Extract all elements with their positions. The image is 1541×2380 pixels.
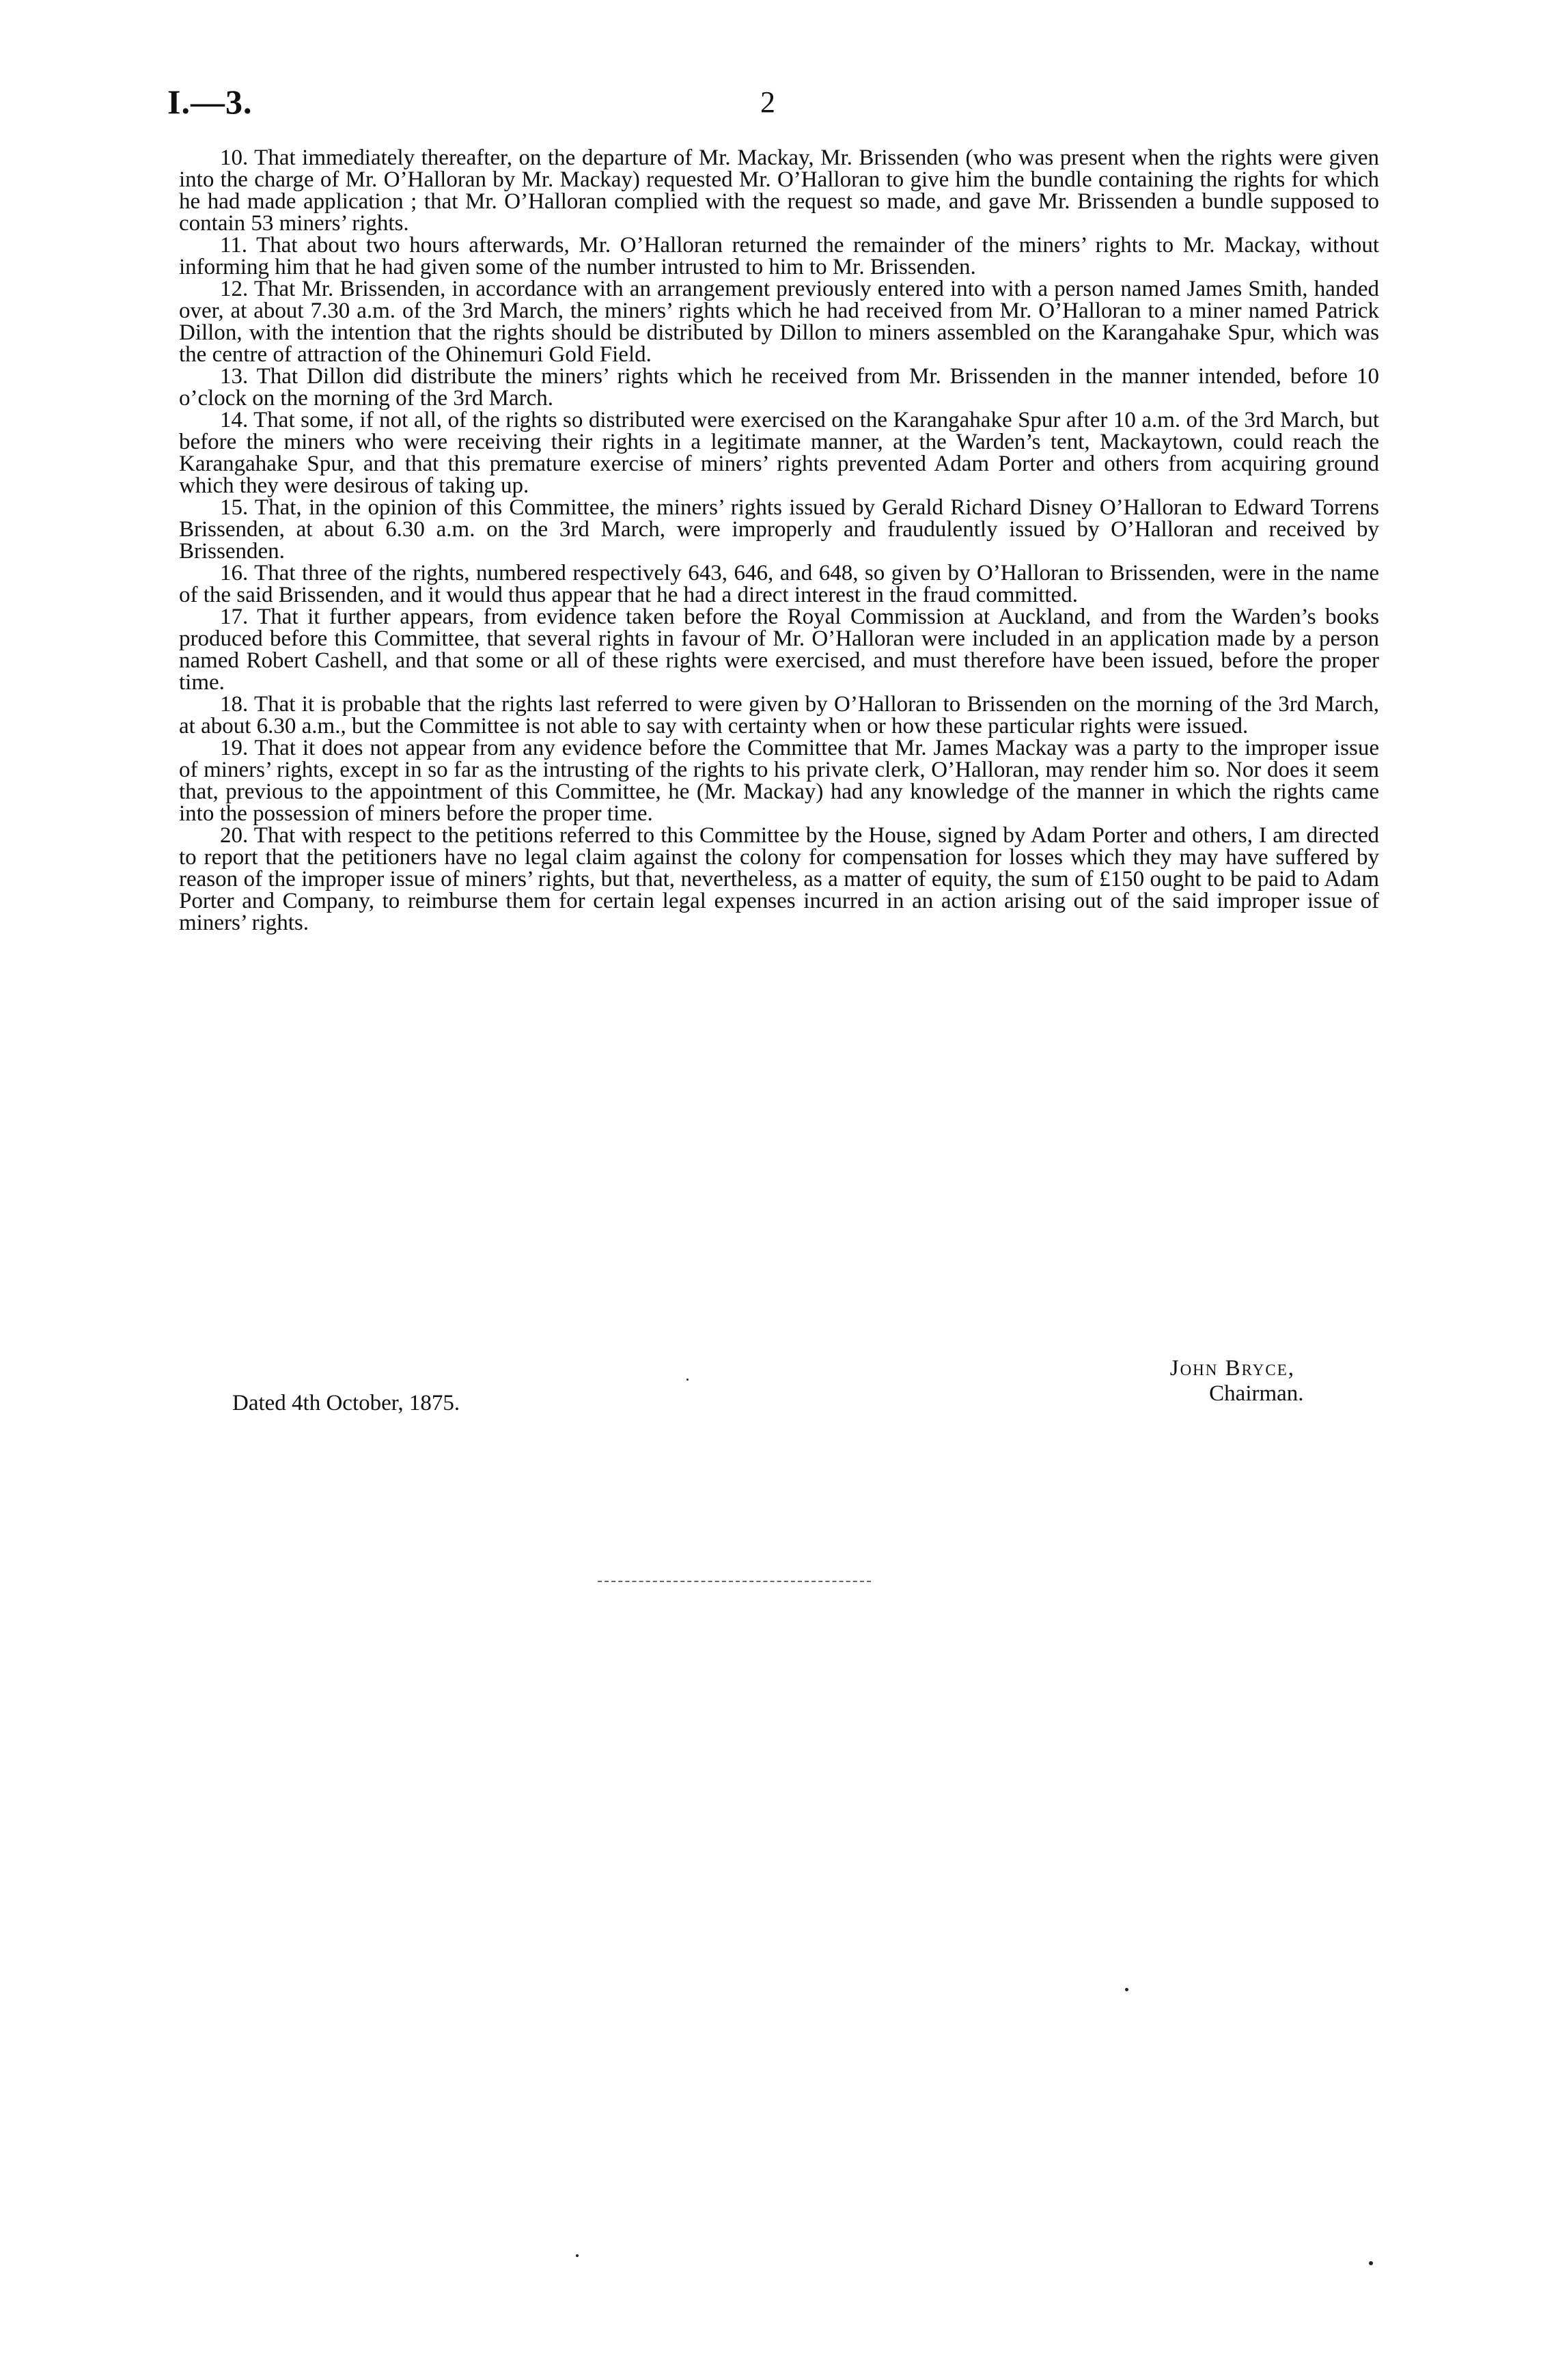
paragraph-13: 13. That Dillon did distribute the miners’ rights which he received from Mr. Brissenden in the manner intended, before 10 o’clock on the morning of the 3rd March. [179,364,1379,411]
paragraph-20: 20. That with respect to the petitions referred to this Committee by the House, signed by Adam Porter and others, I am directed to report that the petitioners have no legal claim against the colony for compensation for losses which they may have suffered by reason of the improper issue of miners’ rights, but that, nevertheless, as a matter of equity, the sum of £150 ought to be paid to Adam Porter and Company, to reimburse them for certain legal expenses incurred in an action arising out of the said improper issue of miners’ rights. [179,823,1379,935]
print-speck [1125,1988,1128,1991]
closing-rule [598,1581,871,1582]
paragraph-18: 18. That it is probable that the rights last referred to were given by O’Halloran to Brissenden on the morning of the 3rd March, at about 6.30 a.m., but the Committee is not able to say with certainty when or how these particular rights were issued. [179,692,1379,738]
report-body [179,147,1379,934]
print-speck [576,2254,579,2257]
paragraph-14: 14. That some, if not all, of the rights so distributed were exercised on the Karangahake Spur after 10 a.m. of the 3rd March, but before the miners who were receiving their rights in a legitimate manner, at the Warden’s tent, Mackaytown, could reach the Karangahake Spur, and that this premature exercise of miners’ rights prevented Adam Porter and others from acquiring ground which they were desirous of taking up. [179,408,1379,498]
paragraph-12: 12. That Mr. Brissenden, in accordance with an arrangement previously entered into with a person named James Smith, handed over, at about 7.30 a.m. of the 3rd March, the miners’ rights which he had received from Mr. O’Halloran to a miner named Patrick Dillon, with the intention that the rights should be distributed by Dillon to miners assembled on the Karangahake Spur, which was the centre of attraction of the Ohinemuri Gold Field. [179,277,1379,367]
paragraph-11: 11. That about two hours afterwards, Mr. O’Halloran returned the remainder of the miners’ rights to Mr. Mackay, without informing him that he had given some of the number intrusted to him to Mr. Brissenden. [179,233,1379,279]
paragraph-15: 15. That, in the opinion of this Committee, the miners’ rights issued by Gerald Richard Disney O’Halloran to Edward Torrens Brissenden, at about 6.30 a.m. on the 3rd March, were improperly and fraudulently issued by O’Halloran and received by Brissenden. [179,495,1379,564]
signatory-title: Chairman. [1209,1381,1304,1406]
print-speck [1369,2261,1373,2265]
paragraph-16: 16. That three of the rights, numbered respectively 643, 646, and 648, so given by O’Halloran to Brissenden, were in the name of the said Brissenden, and it would thus appear that he had a direct interest in the fraud committed. [179,561,1379,607]
date-line: Dated 4th October, 1875. [232,1391,460,1415]
paragraph-17: 17. That it further appears, from evidence taken before the Royal Commission at Auckland, and from the Warden’s books produced before this Committee, that several rights in favour of Mr. O’Halloran were included in an application made by a person named Robert Cashell, and that some or all of these rights were exercised, and must therefore have been issued, before the proper time. [179,605,1379,695]
paper-reference: I.—3. [167,83,253,121]
paragraph-10: 10. That immediately thereafter, on the departure of Mr. Mackay, Mr. Brissenden (who was present when the rights were given into the charge of Mr. O’Halloran by Mr. Mackay) requested Mr. O’Halloran to give him the bundle containing the rights for which he had made application ; that Mr. O’Halloran complied with the request so made, and gave Mr. Brissenden a bundle supposed to contain 53 miners’ rights. [179,146,1379,236]
signature-block [1170,1356,1316,1407]
signatory-name: John Bryce, [1169,1356,1295,1381]
print-speck [686,1379,689,1381]
paragraph-19: 19. That it does not appear from any evidence before the Committee that Mr. James Mackay was a party to the improper issue of miners’ rights, except in so far as the intrusting of the rights to his private clerk, O’Halloran, may render him so. Nor does it seem that, previous to the appointment of this Committee, he (Mr. Mackay) had any knowledge of the manner in which the rights came into the possession of miners before the proper time. [179,736,1379,826]
page-number: 2 [760,85,775,119]
